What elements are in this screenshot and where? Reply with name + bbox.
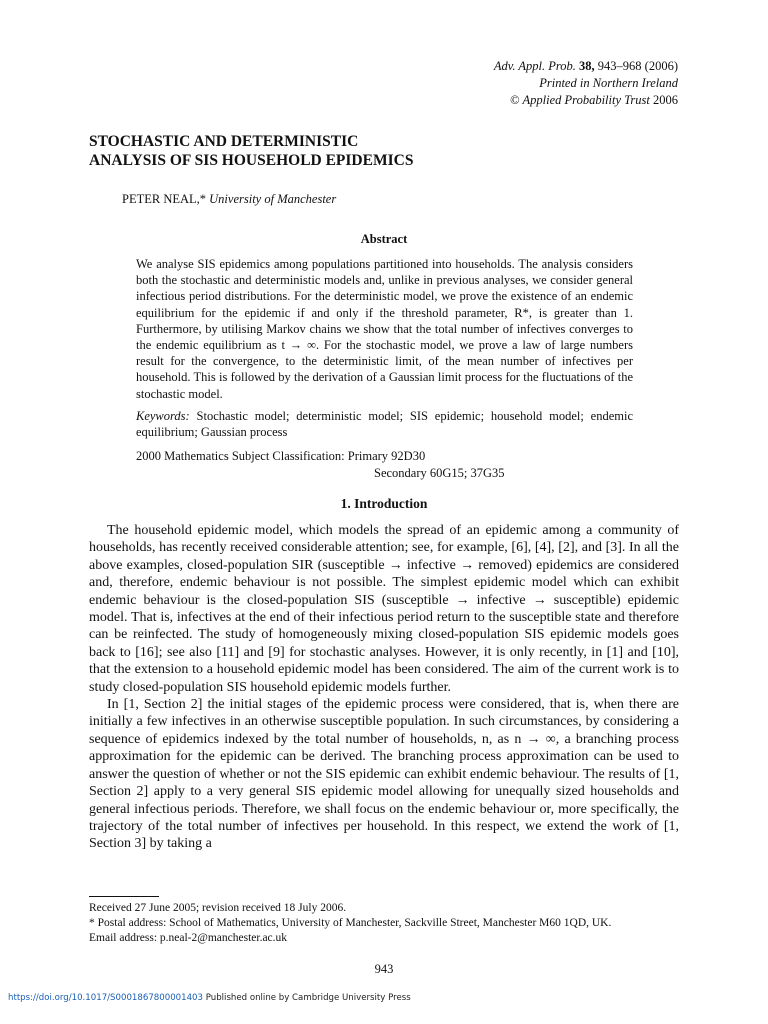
footnote-divider: [89, 896, 159, 897]
author-name: PETER NEAL,*: [122, 192, 207, 206]
journal-name: Adv. Appl. Prob.: [493, 59, 576, 73]
introduction-paragraph-1: The household epidemic model, which models the spread of an epidemic among a community of households, has recently received considerable attention; see, for example, [6], [4], [2], and [3]. In all the above examples, closed-population SIR (susceptible → infective → removed) epidemics are considered and, therefore, endemic behaviour is not possible. The simplest epidemic model which can exhibit endemic behaviour is the closed-population SIS (susceptible → infective → susceptible) epidemic model. That is, infectives at the end of their infectious period return to the susceptible state and therefore can be reinfected. The study of homogeneously mixing closed-population SIS epidemic models goes back to [16]; see also [11] and [9] for stochastic analyses. However, it is only recently, in [1] and [10], that the extension to a household epidemic model has been considered. The aim of the current work is to study closed-population SIS household epidemic models further.: [89, 523, 679, 695]
msc-primary: 2000 Mathematics Subject Classification: Primary 92D30: [136, 449, 426, 463]
keywords-label: Keywords:: [136, 409, 190, 423]
journal-reference-line: [494, 58, 678, 75]
copyright-year: 2006: [653, 93, 678, 107]
paper-title-line-1: STOCHASTIC AND DETERMINISTIC: [89, 133, 359, 150]
journal-citation: [494, 58, 678, 109]
received-date-note: Received 27 June 2005; revision received 18 July 2006.: [89, 902, 347, 914]
doi-link[interactable]: https://doi.org/10.1017/S0001867800001403: [8, 993, 203, 1003]
msc-secondary: Secondary 60G15; 37G35: [374, 465, 505, 480]
keywords-list: Stochastic model; deterministic model; SIS epidemic; household model; endemic equilibrium; Gaussian process: [136, 409, 633, 440]
introduction-paragraph-2: In [1, Section 2] the initial stages of the epidemic process were considered, that is, when there are initially a few infectives in an otherwise susceptible population. In such circumstances, by considering a sequence of epidemics indexed by the total number of households, n, as n → ∞, a branching process approximation for the epidemic can be derived. The branching process approximation can be used to answer the question of whether or not the SIS epidemic can exhibit endemic behaviour. The results of [1, Section 2] apply to a very general SIS epidemic model allowing for unequally sized households and general infectious periods. Therefore, we shall focus on the endemic behaviour or, more specifically, the trajectory of the total number of infectives per household. In this respect, we extend the work of [1, Section 3] by taking a: [89, 697, 679, 852]
section-heading-introduction: 1. Introduction: [340, 496, 428, 511]
introduction-body: [89, 522, 679, 853]
abstract-heading: Abstract: [360, 232, 408, 246]
author-line: [122, 192, 336, 207]
doi-footer: [8, 993, 411, 1003]
author-affiliation: University of Manchester: [209, 192, 337, 206]
printed-location: Printed in Northern Ireland: [539, 76, 678, 90]
copyright-holder: Applied Probability Trust: [522, 93, 650, 107]
copyright-line: [494, 92, 678, 109]
abstract-text: We analyse SIS epidemics among populations partitioned into households. The analysis considers both the stochastic and deterministic models and, unlike in previous analyses, we consider general infectious period distributions. For the deterministic model, we prove the existence of an endemic equilibrium for the epidemic if and only if the threshold parameter, R*, is greater than 1. Furthermore, by utilising Markov chains we show that the total number of infectives converges to the endemic equilibrium as t → ∞. For the stochastic model, we prove a law of large numbers result for the convergence, to the deterministic limit, of the mean number of infectives per household. This is followed by the derivation of a Gaussian limit process for the fluctuations of the stochastic model.: [136, 257, 633, 401]
paper-title-line-2: ANALYSIS OF SIS HOUSEHOLD EPIDEMICS: [89, 152, 414, 169]
email-address-note: Email address: p.neal-2@manchester.ac.uk: [89, 932, 288, 944]
paper-title: [89, 132, 413, 170]
footnotes: [89, 901, 689, 946]
postal-address-note: * Postal address: School of Mathematics, University of Manchester, Sackville Street, Manchester M60 1QD, UK.: [89, 917, 612, 929]
copyright-symbol: ©: [510, 93, 520, 107]
page-number: 943: [374, 962, 394, 976]
keywords: [136, 408, 633, 440]
published-online-note: Published online by Cambridge University Press: [205, 993, 411, 1003]
journal-pages-year: 943–968 (2006): [597, 59, 678, 73]
subject-classification: [136, 448, 505, 481]
journal-volume: 38,: [579, 59, 595, 73]
